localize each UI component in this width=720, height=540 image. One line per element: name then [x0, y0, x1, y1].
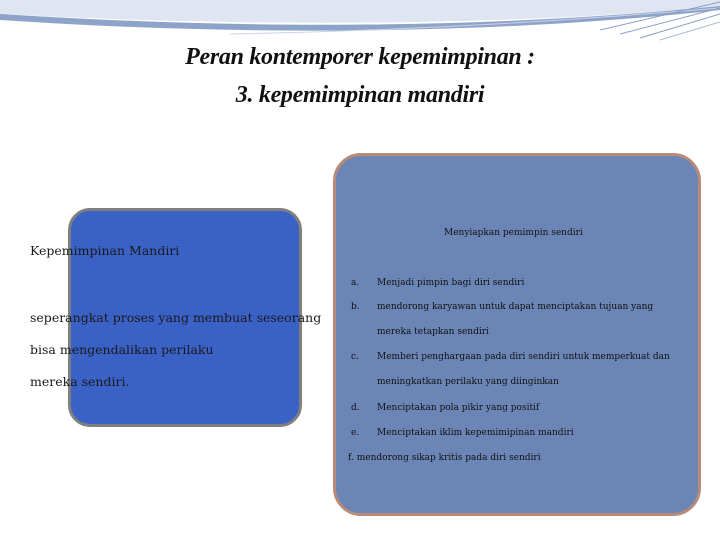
step-d-text: Menciptakan pola pikir yang positif [377, 403, 540, 413]
step-c-letter: c. [351, 352, 359, 362]
step-c-text-1: Memberi penghargaan pada diri sendiri untuk memperkuat dan [377, 352, 670, 362]
step-d-letter: d. [351, 403, 360, 413]
step-b-letter: b. [351, 302, 360, 312]
step-e-text: Menciptakan iklim kepemimipinan mandiri [377, 428, 574, 438]
step-b-text-2: mereka tetapkan sendiri [377, 327, 489, 337]
step-e-letter: e. [351, 428, 360, 438]
title-line-1: Peran kontemporer kepemimpinan : [185, 44, 535, 70]
definition-line-3: mereka sendiri. [30, 374, 130, 389]
definition-heading: Kepemimpinan Mandiri [30, 243, 180, 258]
step-f-text: f. mendorong sikap kritis pada diri sendiri [348, 453, 541, 463]
step-c-text-2: meningkatkan perilaku yang diinginkan [377, 377, 559, 387]
slide-title [0, 38, 720, 114]
definition-line-1: seperangkat proses yang membuat seseorang [30, 310, 322, 325]
title-line-2: 3. kepemimpinan mandiri [235, 82, 485, 108]
step-b-text-1: mendorong karyawan untuk dapat menciptakan tujuan yang [377, 302, 654, 312]
definition-line-2: bisa mengendalikan perilaku [30, 342, 214, 357]
steps-heading: Menyiapkan pemimpin sendiri [444, 228, 583, 238]
step-a-letter: a. [351, 278, 360, 288]
step-a-text: Menjadi pimpin bagi diri sendiri [377, 278, 525, 288]
